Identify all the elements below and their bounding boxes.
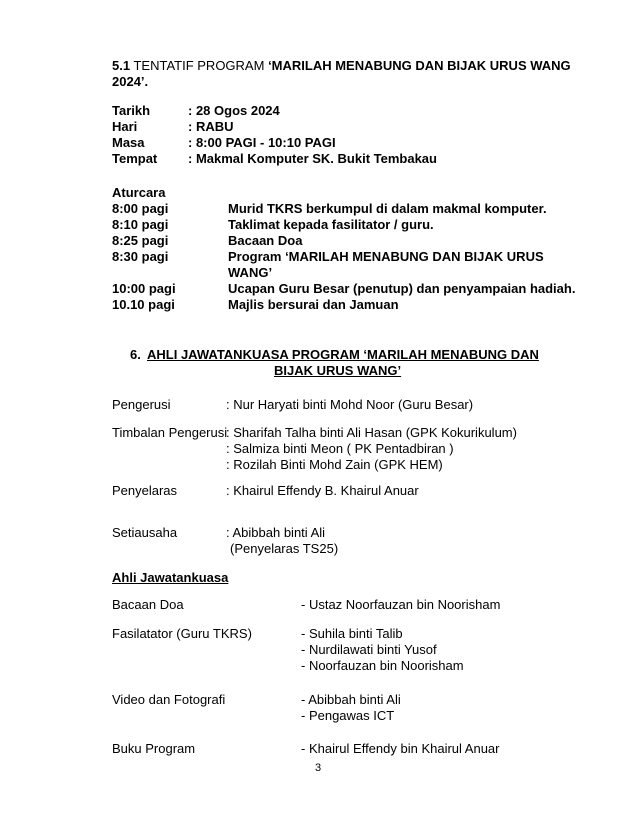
- committee-role: Setiausaha: [112, 525, 178, 540]
- section-prefix: TENTATIF PROGRAM: [133, 58, 265, 73]
- committee-role: Pengerusi: [112, 397, 171, 412]
- aturcara-activity: Ucapan Guru Besar (penutup) dan penyampaian hadiah.: [228, 281, 576, 296]
- ajk-name: - Suhila binti Talib: [301, 626, 403, 641]
- aturcara-time: 8:00 pagi: [112, 201, 169, 216]
- ajk-name: - Ustaz Noorfauzan bin Noorisham: [301, 597, 501, 612]
- committee-member: : Nur Haryati binti Mohd Noor (Guru Besar): [226, 397, 474, 412]
- committee-role: Timbalan Pengerusi: [112, 425, 228, 440]
- detail-value-tempat: : Makmal Komputer SK. Bukit Tembakau: [188, 151, 437, 166]
- section-number: 5.1: [112, 58, 131, 73]
- committee-member: : Salmiza binti Meon ( PK Pentadbiran ): [226, 441, 454, 456]
- committee-member: : Rozilah Binti Mohd Zain (GPK HEM): [226, 457, 443, 472]
- ajk-task: Video dan Fotografi: [112, 692, 226, 707]
- ajk-task: Buku Program: [112, 741, 196, 756]
- committee-member: : Abibbah binti Ali: [226, 525, 326, 540]
- aturcara-activity: Murid TKRS berkumpul di dalam makmal komputer.: [228, 201, 547, 216]
- aturcara-activity: Program ‘MARILAH MENABUNG DAN BIJAK URUS: [228, 249, 544, 264]
- aturcara-time: 10:00 pagi: [112, 281, 176, 296]
- ajk-name: - Nurdilawati binti Yusof: [301, 642, 437, 657]
- ajk-task: Bacaan Doa: [112, 597, 184, 612]
- ajk-heading: Ahli Jawatankuasa: [112, 570, 229, 585]
- aturcara-time: 8:10 pagi: [112, 217, 169, 232]
- detail-label-tempat: Tempat: [112, 151, 158, 166]
- ajk-task: Fasilatator (Guru TKRS): [112, 626, 252, 641]
- page-number: 3: [315, 762, 322, 774]
- section-6-title-cont: BIJAK URUS WANG’: [274, 363, 402, 378]
- aturcara-time: 8:30 pagi: [112, 249, 169, 264]
- aturcara-time: 8:25 pagi: [112, 233, 169, 248]
- committee-member-note: (Penyelaras TS25): [230, 541, 339, 556]
- detail-label-hari: Hari: [112, 119, 138, 134]
- ajk-name: - Abibbah binti Ali: [301, 692, 401, 707]
- detail-label-masa: Masa: [112, 135, 145, 150]
- ajk-name: - Pengawas ICT: [301, 708, 395, 723]
- detail-value-hari: : RABU: [188, 119, 234, 134]
- section-51-heading: [112, 58, 571, 74]
- detail-value-masa: : 8:00 PAGI - 10:10 PAGI: [188, 135, 336, 150]
- section-6-number: 6.: [130, 347, 141, 362]
- committee-member: : Khairul Effendy B. Khairul Anuar: [226, 483, 419, 498]
- aturcara-activity: Majlis bersurai dan Jamuan: [228, 297, 399, 312]
- committee-member: : Sharifah Talha binti Ali Hasan (GPK Kokurikulum): [226, 425, 517, 440]
- detail-label-tarikh: Tarikh: [112, 103, 151, 118]
- ajk-name: - Noorfauzan bin Noorisham: [301, 658, 464, 673]
- program-title-cont: 2024’.: [112, 74, 149, 89]
- program-title: ‘MARILAH MENABUNG DAN BIJAK URUS WANG: [268, 58, 571, 73]
- aturcara-time: 10.10 pagi: [112, 297, 175, 312]
- section-6-title: AHLI JAWATANKUASA PROGRAM ‘MARILAH MENABUNG DAN: [147, 347, 539, 362]
- aturcara-activity: Bacaan Doa: [228, 233, 303, 248]
- committee-role: Penyelaras: [112, 483, 178, 498]
- detail-value-tarikh: : 28 Ogos 2024: [188, 103, 280, 118]
- ajk-name: - Khairul Effendy bin Khairul Anuar: [301, 741, 500, 756]
- aturcara-activity-cont: WANG’: [228, 265, 273, 280]
- aturcara-activity: Taklimat kepada fasilitator / guru.: [228, 217, 434, 232]
- aturcara-heading: Aturcara: [112, 185, 166, 200]
